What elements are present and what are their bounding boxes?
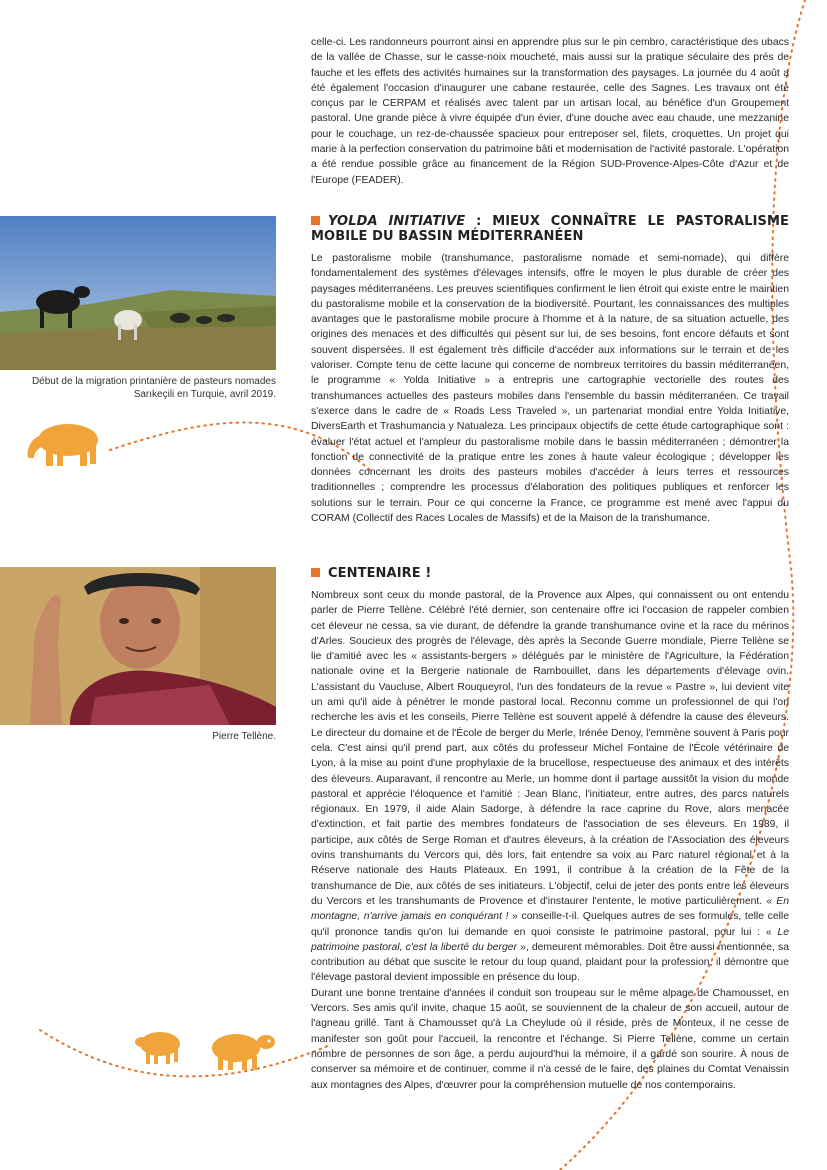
section-yolda-paragraph: Le pastoralisme mobile (transhumance, pastoralisme nomade et semi-nomade), qui diffère fondamentalement des systèmes d'élevages intensifs, offre le moyen le plus durable de créer des paysages méditerranéens. Les preuves scientifiques confirment le lien étroit qui existe entre le maintien du pastoralisme mobile et la conservation de la biodiversité. Pourtant, les connaissances des multiples avantages que le pastoralisme mobile procure à l'homme et à la nature, de sa situation actuelle, des origines des menaces et des difficultés qui pèsent sur lui, de ses besoins, font encore défauts et sont souvent dispersées. Il est également très difficile d'accéder aux informations sur le terrain et de les valoriser. Compte tenu de cette lacune qui concerne de nombreux territoires du bassin méditerranéen, le programme « Yolda Initiative » a entrepris une cartographie vectorielle des routes des transhumances actuelles des pasteurs mobiles dans l'ensemble du bassin méditerranéen. Ce travail s'exerce dans le cadre de « Roads Less Traveled », un partenariat mondial entre Yolda Initiative, DiversEarth et Trashumancia y Natualeza. Les principaux objectifs de cette étude cartographique sont : évaluer l'état actuel et l'ampleur du pastoralisme mobile dans le bassin méditerranéen ; démontrer la fonction de connectivité de la pratique entre les zones à haute valeur écologique ; développer les données concernant les droits des pasteurs mobiles d'accéder à leurs terres et ressources traditionnelles ; comprendre les processus d'élaboration des politiques publiques et renforcer les solutions sur le terrain. Pour ce qui concerne la France, ce programme est mené avec l'appui du CORAM (Collectif des Races Locales de Massifs) et de la Maison de la transhumance. bbox=[311, 253, 789, 525]
sheep-illustration-3 bbox=[208, 1030, 278, 1074]
paragraph-text: » conseille-t-il. Quelques autres de ses formules, telle celle qu'il prononce tandis qu'on lui demande en quoi consiste le patrimoine pastoral, pour lui : « bbox=[311, 911, 789, 938]
orange-square-icon bbox=[311, 216, 320, 225]
sheep-illustration-2 bbox=[134, 1028, 184, 1068]
section-yolda-heading-italic: YOLDA INITIATIVE bbox=[328, 214, 466, 229]
section-centenaire-paragraph-2: Durant une bonne trentaine d'années il conduit son troupeau sur le même alpage de Chamousset, en Vercors. Ses amis qu'il invite, chaque 15 août, se souviennent de la chaleur de son accueil, autour de l'agneau grillé. Tant à Chamousset qu'à La Cheylude où il réside, près de Monteux, il ne cesse de manifester son goût pour l'accueil, la rencontre et l'échange. Si Pierre Tellène, comme un certain nombre de personnes de son âge, a perdu aujourd'hui la mémoire, il a gardé son sourire. À nous de conserver sa mémoire et de continuer, comme il n'a cessé de le faire, des plaines du Comtat Venaissin aux montagnes des Alpes, d'œuvrer pour la compréhension mutuelle de nos contemporains. bbox=[311, 987, 789, 1091]
quote-montagne: En montagne, n'arrive jamais en conquérant ! bbox=[311, 895, 789, 923]
goats-photo-caption: Début de la migration printanière de pasteurs nomades Sarıkeçili en Turquie, avril 2019. bbox=[31, 376, 276, 400]
orange-square-icon bbox=[311, 568, 320, 577]
section-centenaire-heading bbox=[311, 566, 789, 581]
goats-photo bbox=[0, 216, 276, 370]
dotted-path-bottom bbox=[40, 1030, 330, 1076]
portrait-photo bbox=[0, 567, 276, 725]
section-centenaire bbox=[311, 566, 789, 1093]
sheep-illustration-1 bbox=[24, 418, 102, 470]
section-centenaire-paragraph-1 bbox=[311, 588, 789, 986]
intro-paragraph: celle-ci. Les randonneurs pourront ainsi en apprendre plus sur le pin cembro, caractéristique des ubacs de la vallée de Chasse, sur le casse-noix moucheté, mais aussi sur la pratique séculaire des prés de fauche et les effets des activités humaines sur la transformation des paysages. La journée du 4 août a été également l'occasion d'inaugurer une cabane restaurée, celle des Sagnes. Les travaux ont été conçus par le CERPAM et réalisés avec talent par un artisan local, au bénéfice d'un Groupement pastoral. Une grande pièce à vivre équipée d'un évier, d'une douche avec eau chaude, une mezzanine pour le couchage, un rez-de-chaussée spacieux pour entreposer sel, filets, croquettes. Un projet qui marie à la perfection conservation du patrimoine bâti et modernisation de l'activité pastorale. L'opération a été rendue possible grâce au financement de la Région SUD-Provence-Alpes-Côte d'Azur et de l'Europe (FEADER). bbox=[311, 37, 789, 186]
section-centenaire-heading-text: CENTENAIRE ! bbox=[328, 566, 432, 581]
section-yolda-heading bbox=[311, 214, 789, 244]
paragraph-text: », demeurent mémorables. Doit être aussi mentionnée, sa contribution au débat que suscite le retour du loup quand, plaidant pour la profession, il démontre que l'élevage pastoral devient impossible en présence du loup. bbox=[311, 941, 789, 984]
section-yolda bbox=[311, 214, 789, 526]
section-yolda-heading-rest: : MIEUX CONNAÎTRE LE PASTORALISME MOBILE DU BASSIN MÉDITERRANÉEN bbox=[311, 214, 790, 244]
portrait-photo-caption: Pierre Tellène. bbox=[212, 731, 276, 742]
intro-text-block bbox=[311, 35, 789, 188]
quote-patrimoine: Le patrimoine pastoral, c'est la liberté du berger bbox=[311, 926, 789, 953]
paragraph-text: Nombreux sont ceux du monde pastoral, de la Provence aux Alpes, qui connaissent ou ont entendu parler de Pierre Tellène. Célébré l'été dernier, son centenaire offre ici l'occasion de rappeler combien cet éleveur ne cessa, sa vie durant, de défendre la grande transhumance ovine et la race du mérinos d'Arles. Soucieux des progrès de l'élevage, dès après la Seconde Guerre mondiale, Pierre Tellène se lie d'amitié avec les « assistants-bergers » délégués par le ministère de l'Agriculture, la Fédération nationale ovine et la Bergerie nationale de Rambouillet, dans les départements d'élevage ovin. L'assistant du Vaucluse, Albert Rouqueyrol, l'un des fondateurs de la revue « Pastre », lui devient vite un ami qu'il aide à pénétrer le monde pastoral local. Reconnu comme un professionnel de qui l'on recherche les avis et les conseils, Pierre Tellène est souvent appelé à défendre la cause des éleveurs. Le directeur du domaine et de l'École de berger du Merle, Irénée Denoy, l'emmène souvent à Paris pour cela. C'est ainsi qu'il prend part, aux côtés du professeur Michel Fontaine de l'École vétérinaire de Lyon, à la mise au point d'une prophylaxie de la brucellose, respectueuse des animaux et des intérêts des éleveurs. Auparavant, il rencontre au Merle, un homme dont il partage aussitôt la vision du monde pastoral et apprécie l'éloquence et l'amitié : Jean Blanc, l'initiateur, entre autres, des parcs naturels régionaux. En 1979, il aide Alain Sadorge, à défendre la race caprine du Rove, alors menacée d'extinction, et fait partie des membres fondateurs de l'association de ses éleveurs. En 1989, il participe, aux côtés de Serge Roman et d'autres éleveurs, à la création de l'Association des éleveurs ovins transhumants du Vercors qui, dès lors, fait entendre sa voix au Parc naturel régional et à la Réserve nationale des Hauts Plateaux. En 1991, il contribue à la création de la Fête de la transhumance de Die, aux côtés de ses initiateurs. L'objectif, celui de jeter des ponts entre les éleveurs du Vercors et les transhumants de Provence et d'instaurer l'entente, le motive particulièrement. « bbox=[311, 590, 789, 907]
